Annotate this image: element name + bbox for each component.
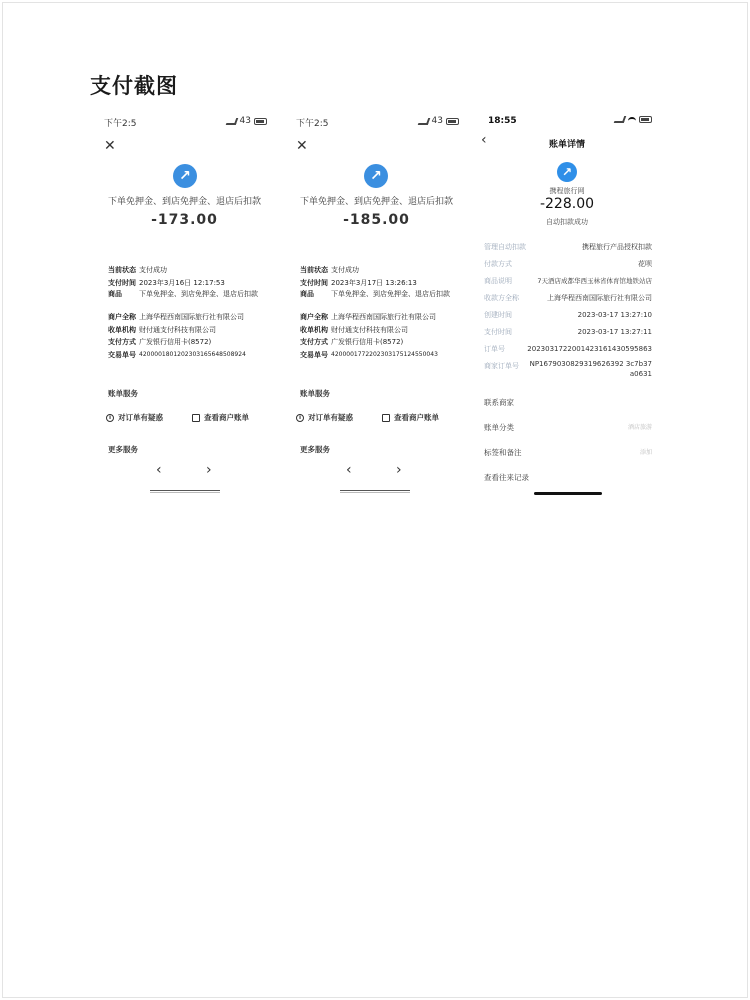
status-time: 18:55	[488, 116, 517, 126]
home-indicator	[534, 492, 602, 495]
detail-row: 支付时间 2023年3月17日 13:26:13	[300, 278, 417, 287]
page-title: 账单详情	[548, 140, 585, 150]
merchant-name: 下单免押金、到店免押金、退店后扣款	[299, 197, 453, 207]
payment-screenshot-3	[476, 112, 658, 502]
detail-row: 收单机构 财付通支付科技有限公司	[108, 325, 216, 334]
detail-row: 商品 下单免押金、到店免押金、退店后扣款	[300, 290, 450, 298]
detail-row: 商户全称 上海华程西南国际旅行社有限公司	[300, 313, 436, 321]
payment-screenshot-2	[284, 112, 469, 502]
chevron-right-icon[interactable]: ›	[206, 462, 212, 478]
detail-row: 支付时间 2023-03-17 13:27:11	[484, 328, 652, 336]
detail-row: 当前状态 支付成功	[300, 266, 359, 274]
battery-icon	[446, 118, 459, 125]
section-bill-service: 账单服务	[300, 389, 330, 398]
section-more-service: 更多服务	[108, 445, 138, 454]
info-icon: i	[106, 414, 114, 422]
battery-level: 43	[431, 116, 443, 126]
bill-category-item[interactable]: 账单分类 酒店旅游	[484, 423, 652, 432]
info-icon: i	[296, 414, 304, 422]
wifi-icon	[628, 117, 636, 123]
order-question-link[interactable]	[106, 412, 163, 423]
detail-list	[484, 240, 652, 383]
signal-icon	[417, 118, 430, 125]
battery-icon	[254, 118, 267, 125]
detail-row: 商家订单号 NP1679030829319626392 3c7b37a0631	[484, 360, 652, 378]
chevron-left-icon[interactable]: ‹	[156, 462, 162, 478]
section-more-service: 更多服务	[300, 445, 330, 454]
chevron-right-icon[interactable]: ›	[396, 462, 402, 478]
tags-notes-item[interactable]: 标签和备注 添加	[484, 448, 652, 457]
home-indicator	[150, 490, 220, 493]
payment-amount: -185.00	[343, 212, 410, 228]
merchant-logo-icon: ↗	[364, 164, 388, 188]
merchant-name: 携程旅行网	[549, 187, 585, 195]
merchant-bill-link[interactable]	[192, 412, 249, 423]
payment-amount: -228.00	[539, 196, 595, 212]
merchant-logo-icon: ↗	[173, 164, 197, 188]
document-icon	[382, 414, 390, 422]
detail-row: 交易单号 4200001801202303165648508924	[108, 350, 246, 359]
close-icon[interactable]: ✕	[296, 138, 308, 154]
status-icons	[615, 116, 652, 123]
signal-icon	[614, 116, 627, 123]
chevron-left-icon[interactable]: ‹	[346, 462, 352, 478]
section-bill-service: 账单服务	[108, 389, 138, 398]
detail-row: 创建时间 2023-03-17 13:27:10	[484, 311, 652, 319]
merchant-logo-icon: ↗	[557, 162, 577, 182]
merchant-bill-link[interactable]	[382, 412, 439, 423]
home-indicator	[340, 490, 410, 493]
detail-row: 订单号 2023031722001423161430595863	[484, 345, 652, 353]
merchant-bill-label: 查看商户账单	[394, 413, 439, 422]
document-icon	[192, 414, 200, 422]
payment-screenshot-1	[92, 112, 277, 502]
detail-row: 商户全称 上海华程西南国际旅行社有限公司	[108, 313, 244, 321]
merchant-name: 下单免押金、到店免押金、退店后扣款	[107, 197, 261, 207]
status-icons	[419, 116, 459, 126]
detail-row: 当前状态 支付成功	[108, 266, 167, 274]
status-time: 下午2:5	[296, 119, 329, 129]
detail-list	[108, 264, 271, 361]
detail-row: 付款方式 花呗	[484, 260, 652, 268]
order-question-link[interactable]	[296, 412, 353, 423]
detail-row: 商品说明 7天酒店成都华西玉林省体育馆地铁站店	[484, 277, 652, 285]
detail-row: 商品 下单免押金、到店免押金、退店后扣款	[108, 290, 258, 298]
status-bar	[284, 112, 469, 130]
history-records-item[interactable]: 查看往来记录	[484, 473, 529, 482]
merchant-bill-label: 查看商户账单	[204, 413, 249, 422]
status-time: 下午2:5	[104, 119, 137, 129]
chevron-left-icon[interactable]: ‹	[481, 132, 487, 148]
detail-row: 支付方式 广发银行信用卡(8572)	[108, 338, 212, 346]
detail-row[interactable]: 管理自动扣款 携程旅行产品授权扣款	[484, 243, 652, 251]
detail-row: 收款方全称 上海华程西南国际旅行社有限公司	[484, 294, 652, 302]
document-title: 支付截图	[90, 74, 178, 98]
status-icons	[227, 116, 267, 126]
detail-row: 交易单号 4200001772202303175124550043	[300, 350, 438, 359]
close-icon[interactable]: ✕	[104, 138, 116, 154]
signal-icon	[225, 118, 238, 125]
detail-row: 支付时间 2023年3月16日 12:17:53	[108, 278, 225, 287]
status-bar	[92, 112, 277, 130]
detail-list	[300, 264, 463, 361]
detail-row: 支付方式 广发银行信用卡(8572)	[300, 338, 404, 346]
payment-status: 自动扣款成功	[546, 218, 588, 226]
payment-amount: -173.00	[151, 212, 218, 228]
order-question-label: 对订单有疑惑	[308, 413, 353, 422]
order-question-label: 对订单有疑惑	[118, 413, 163, 422]
battery-icon	[639, 116, 652, 123]
detail-row: 收单机构 财付通支付科技有限公司	[300, 325, 408, 334]
service-list	[484, 396, 652, 496]
contact-merchant-item[interactable]: 联系商家	[484, 398, 514, 407]
battery-level: 43	[239, 116, 251, 126]
